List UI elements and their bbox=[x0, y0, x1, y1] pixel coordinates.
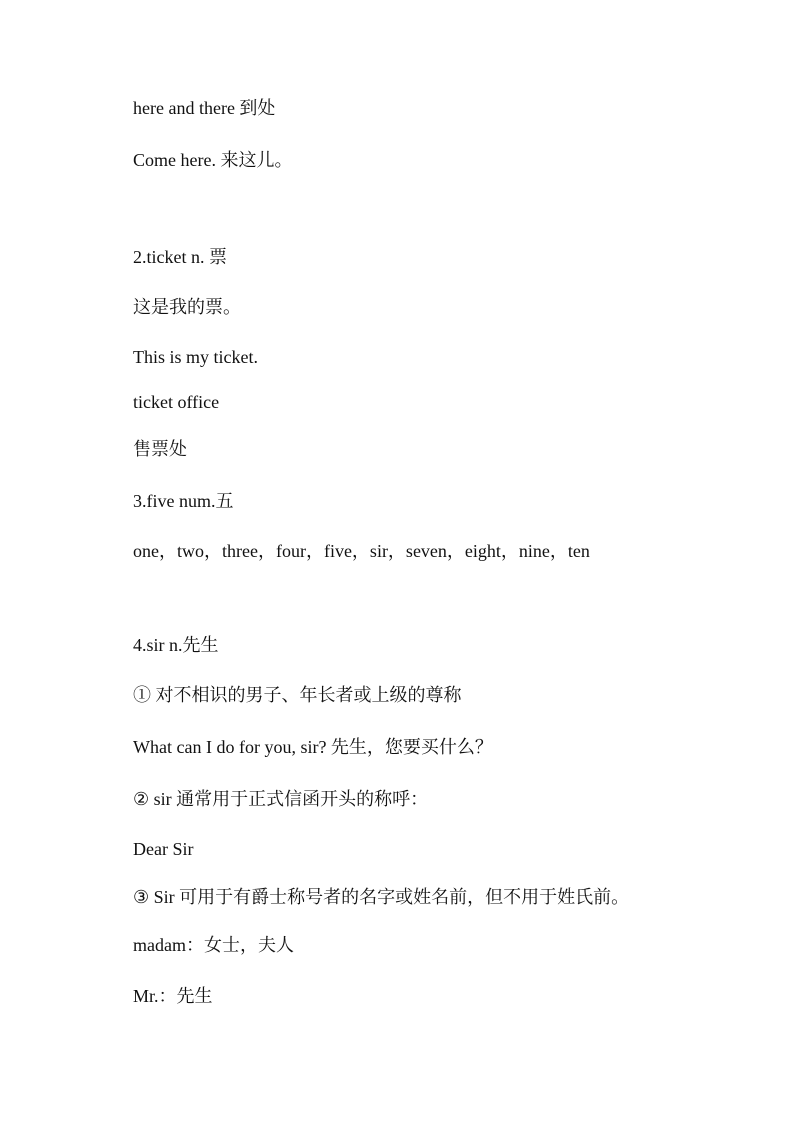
dear-sir: Dear Sir bbox=[133, 839, 194, 859]
example-ticket-english: This is my ticket. bbox=[133, 347, 258, 367]
madam-definition: madam：女士，夫人 bbox=[133, 935, 294, 955]
phrase-ticket-office: ticket office bbox=[133, 392, 220, 412]
heading-ticket: 2.ticket n. 票 bbox=[133, 247, 227, 267]
example-come-here: Come here. 来这儿。 bbox=[133, 150, 293, 170]
sir-usage-1: ① 对不相识的男子、年长者或上级的尊称 bbox=[133, 685, 462, 705]
example-ticket-chinese: 这是我的票。 bbox=[133, 297, 241, 317]
mr-definition: Mr.：先生 bbox=[133, 986, 213, 1006]
sir-example: What can I do for you, sir? 先生，您要买什么？ bbox=[133, 737, 493, 757]
vocab-phrase-here-and-there: here and there 到处 bbox=[133, 98, 276, 118]
number-list: one，two，three，four，five，sir，seven，eight，nine，ten bbox=[133, 541, 590, 561]
sir-usage-2: ② sir 通常用于正式信函开头的称呼： bbox=[133, 789, 429, 809]
phrase-ticket-office-chinese: 售票处 bbox=[133, 439, 187, 459]
heading-five: 3.five num.五 bbox=[133, 491, 234, 511]
heading-sir: 4.sir n.先生 bbox=[133, 635, 219, 655]
sir-usage-3: ③ Sir 可用于有爵士称号者的名字或姓名前，但不用于姓氏前。 bbox=[133, 887, 630, 907]
